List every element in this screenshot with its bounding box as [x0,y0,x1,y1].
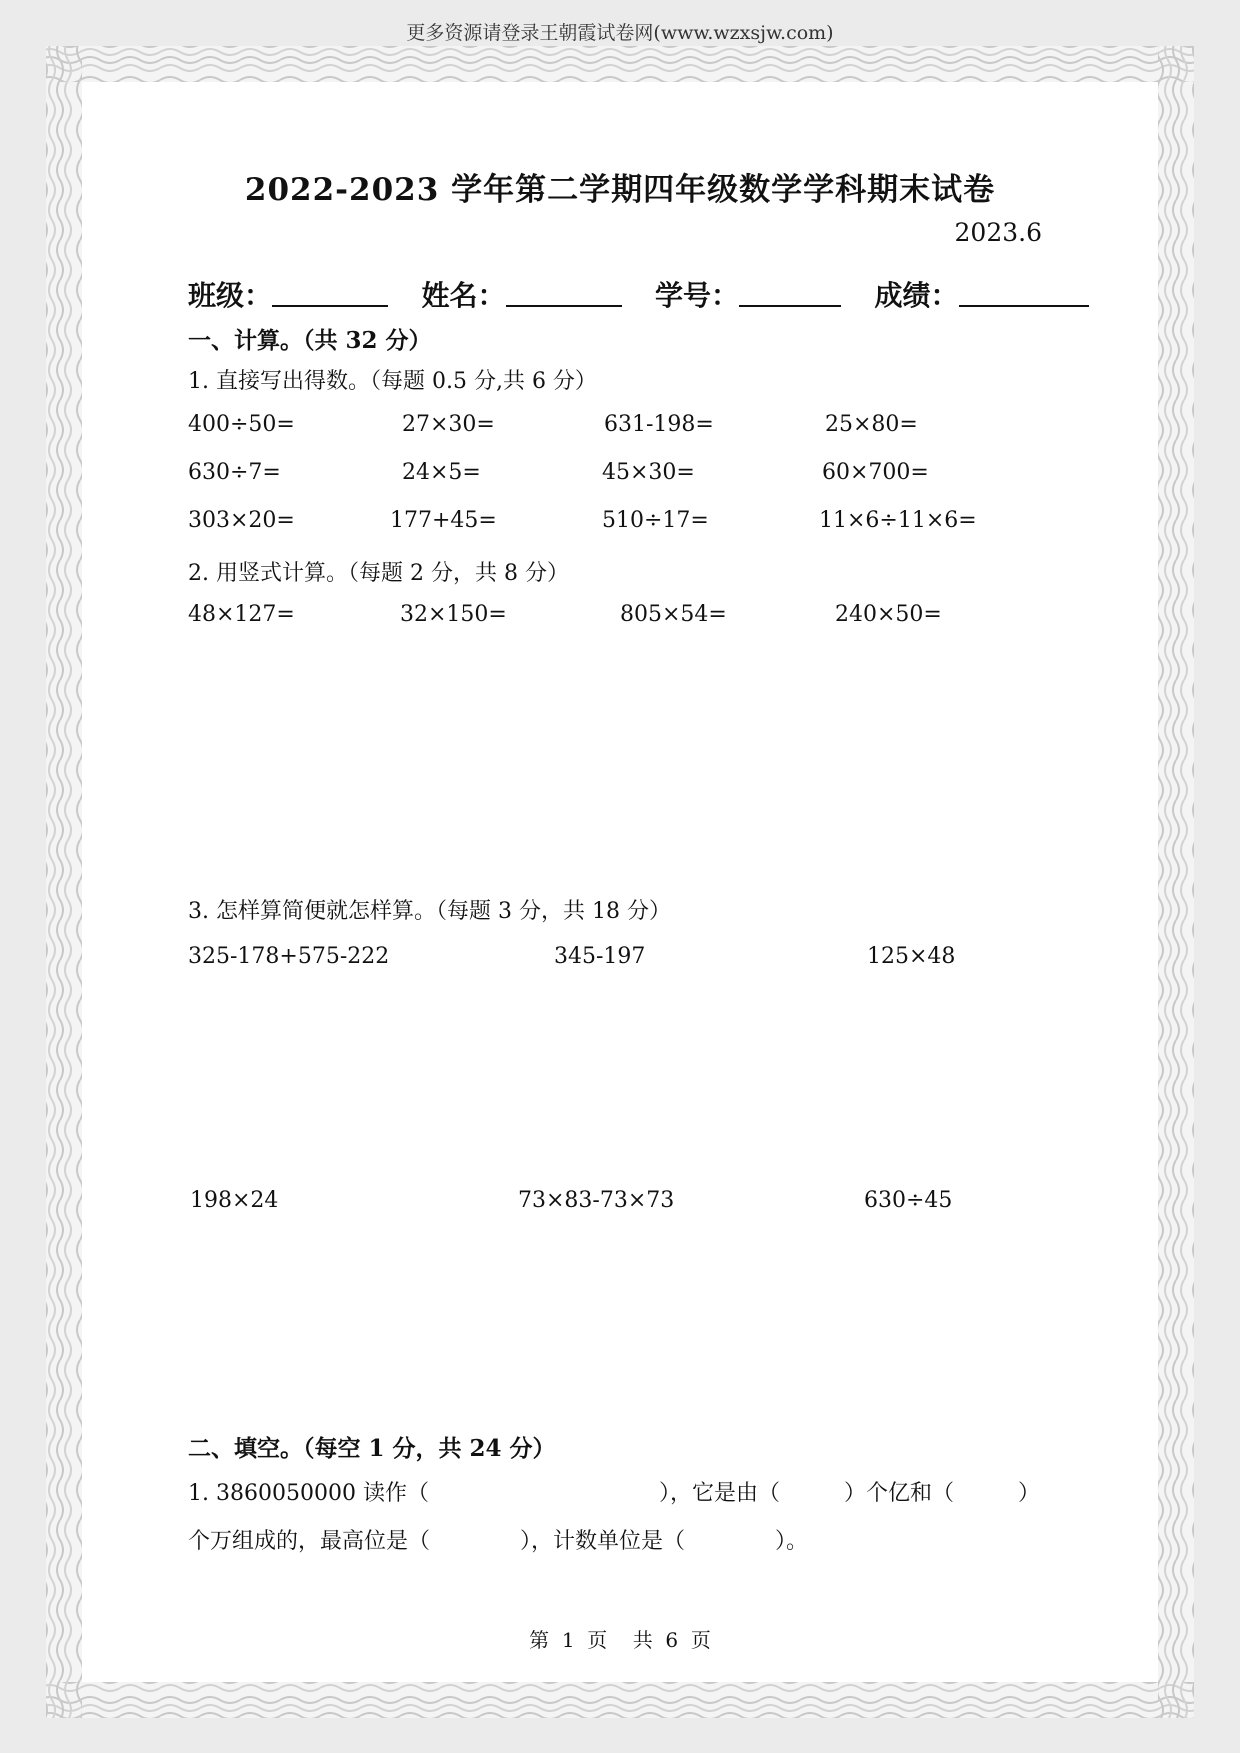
oral-calc-item: 303×20= [188,508,295,533]
exam-date: 2023.6 [954,218,1042,247]
page-footer: 第 1 页 共 6 页 [529,1628,711,1652]
oral-calc-item: 631-198= [604,412,714,437]
oral-calc-item: 630÷7= [188,460,281,485]
class-label: 班级： [188,279,273,312]
vertical-calc-item: 240×50= [835,602,942,627]
header-note: 更多资源请登录王朝霞试卷网(www.wzxsjw.com) [406,22,834,44]
simplify-calc-item: 198×24 [190,1188,279,1213]
fill-text: 个万组成的，最高位是（ [188,1529,431,1554]
q2-prompt: 2. 用竖式计算。（每题 2 分，共 8 分） [188,561,569,586]
oral-calc-item: 400÷50= [188,412,295,437]
oral-calc-item: 177+45= [390,508,497,533]
q3-prompt: 3. 怎样算简便就怎样算。（每题 3 分，共 18 分） [188,899,671,924]
exam-title: 2022-2023 学年第二学期四年级数学学科期末试卷 [244,172,996,208]
score-blank[interactable] [959,279,1089,307]
score-label: 成绩： [874,279,959,312]
oral-calc-item: 11×6÷11×6= [819,508,977,533]
fill-text: ），计数单位是（ [520,1529,686,1554]
fill-text: 1. 3860050000 读作（ [188,1481,429,1506]
fill-blank-line1 [188,1476,1040,1507]
fill-text: ）个亿和（ [843,1481,954,1506]
simplify-calc-item: 325-178+575-222 [188,944,390,969]
simplify-calc-item: 345-197 [554,944,646,969]
simplify-calc-item: 125×48 [867,944,956,969]
class-blank[interactable] [272,279,388,307]
oral-calc-item: 27×30= [402,412,495,437]
name-blank[interactable] [506,279,622,307]
oral-calc-item: 25×80= [825,412,918,437]
q1-prompt: 1. 直接写出得数。（每题 0.5 分,共 6 分） [188,369,597,394]
id-blank[interactable] [739,279,841,307]
vertical-calc-item: 805×54= [620,602,727,627]
fill-text: ） [1017,1481,1040,1506]
fill-blank-line2 [188,1524,808,1555]
simplify-calc-item: 73×83-73×73 [518,1188,675,1213]
id-label: 学号： [655,279,740,312]
name-label: 姓名： [421,279,506,312]
fill-text: ），它是由（ [658,1481,780,1506]
oral-calc-item: 60×700= [822,460,929,485]
section2-heading: 二、填空。（每空 1 分，共 24 分） [188,1435,556,1462]
section1-heading: 一、计算。（共 32 分） [188,327,432,354]
simplify-calc-item: 630÷45 [864,1188,953,1213]
vertical-calc-item: 48×127= [188,602,295,627]
student-info-row [188,274,1089,314]
oral-calc-item: 45×30= [602,460,695,485]
exam-page [82,82,1158,1682]
fill-text: ）。 [775,1529,809,1554]
oral-calc-item: 510÷17= [602,508,709,533]
vertical-calc-item: 32×150= [400,602,507,627]
oral-calc-item: 24×5= [402,460,481,485]
